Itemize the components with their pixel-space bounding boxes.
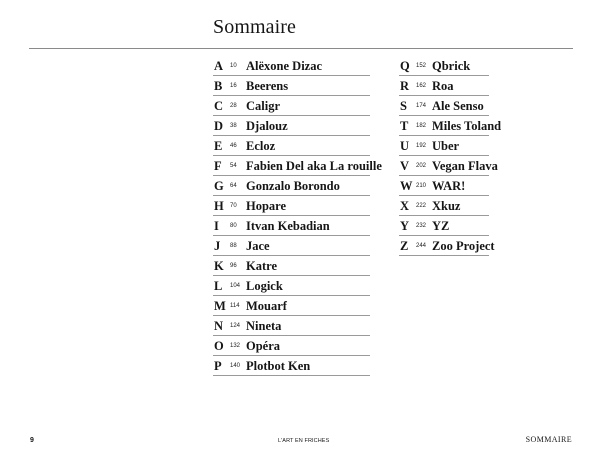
toc-entry-underline — [213, 115, 370, 116]
toc-page-number: 140 — [230, 363, 241, 369]
toc-artist-name: Vegan Flava — [432, 159, 498, 173]
footer-book-title: L'ART EN FRICHES — [278, 438, 330, 444]
toc-artist-name: Djalouz — [246, 119, 288, 133]
toc-letter: R — [400, 79, 410, 93]
toc-letter: N — [214, 319, 224, 333]
toc-letter: X — [400, 199, 410, 213]
toc-artist-name: Opéra — [246, 339, 281, 353]
toc-artist-name: Fabien Del aka La rouille — [246, 159, 382, 173]
toc-artist-name: Mouarf — [246, 299, 287, 313]
toc-page-number: 96 — [230, 263, 237, 269]
toc-entry-underline — [213, 255, 370, 256]
toc-letter: M — [214, 299, 226, 313]
toc-artist-name: Zoo Project — [432, 239, 495, 253]
toc-artist-name: Caligr — [246, 99, 281, 113]
toc-entry-underline — [399, 115, 489, 116]
toc-entry-underline — [213, 155, 370, 156]
toc-artist-name: Alëxone Dizac — [246, 59, 323, 73]
toc-artist-name: Xkuz — [432, 199, 461, 213]
toc-artist-name: Ecloz — [246, 139, 276, 153]
toc-letter: B — [214, 79, 223, 93]
toc-entry-underline — [399, 195, 489, 196]
toc-entry-underline — [399, 95, 489, 96]
toc-letter: V — [400, 159, 410, 173]
toc-page-number: 80 — [230, 223, 237, 229]
toc-artist-name: YZ — [432, 219, 450, 233]
header-divider — [29, 48, 573, 49]
toc-entry-underline — [399, 255, 489, 256]
toc-entry-underline — [213, 335, 370, 336]
toc-letter: Q — [400, 59, 410, 73]
toc-letter: C — [214, 99, 224, 113]
toc-entry-underline — [399, 135, 489, 136]
toc-letter: S — [400, 99, 407, 113]
toc-entry-underline — [399, 155, 489, 156]
toc-entry-underline — [213, 315, 370, 316]
toc-artist-name: Itvan Kebadian — [246, 219, 330, 233]
toc-letter: U — [400, 139, 410, 153]
toc-entry-underline — [399, 175, 489, 176]
toc-page-number: 182 — [416, 123, 427, 129]
toc-letter: H — [214, 199, 224, 213]
toc-page-number: 88 — [230, 243, 237, 249]
toc-letter: O — [214, 339, 224, 353]
toc-entry-underline — [399, 235, 489, 236]
toc-artist-name: Qbrick — [432, 59, 471, 73]
toc-entry-underline — [213, 235, 370, 236]
toc-page-number: 162 — [416, 83, 427, 89]
toc-page-number: 104 — [230, 283, 241, 289]
toc-page-number: 244 — [416, 243, 427, 249]
footer-section-name: SOMMAIRE — [525, 435, 572, 444]
toc-artist-name: Miles Toland — [432, 119, 502, 133]
toc-entry-underline — [213, 75, 370, 76]
toc-letter: P — [214, 359, 222, 373]
toc-letter: Z — [400, 239, 409, 253]
toc-page-number: 10 — [230, 63, 237, 69]
toc-page-number: 210 — [416, 183, 427, 189]
toc-entry-underline — [213, 295, 370, 296]
toc-artist-name: Nineta — [246, 319, 282, 333]
toc-page-number: 38 — [230, 123, 237, 129]
toc-page-number: 28 — [230, 103, 237, 109]
toc-letter: A — [214, 59, 224, 73]
toc-artist-name: Jace — [246, 239, 270, 253]
toc-letter: I — [214, 219, 219, 233]
toc-letter: E — [214, 139, 223, 153]
toc-page-number: 192 — [416, 143, 427, 149]
toc-entry-underline — [213, 275, 370, 276]
toc-letter: K — [214, 259, 224, 273]
footer-page-number: 9 — [30, 437, 34, 444]
toc-artist-name: Plotbot Ken — [246, 359, 311, 373]
toc-page-number: 54 — [230, 163, 237, 169]
toc-page-number: 152 — [416, 63, 427, 69]
toc-artist-name: Katre — [246, 259, 278, 273]
toc-entry-underline — [213, 175, 370, 176]
toc-letter: L — [214, 279, 223, 293]
toc-entry-underline — [213, 135, 370, 136]
toc-artist-name: WAR! — [432, 179, 466, 193]
toc-letter: D — [214, 119, 224, 133]
toc-page-number: 132 — [230, 343, 241, 349]
toc-entry-underline — [213, 195, 370, 196]
toc-page-number: 64 — [230, 183, 237, 189]
toc-entry-underline — [213, 215, 370, 216]
toc-page-number: 222 — [416, 203, 427, 209]
toc-letter: T — [400, 119, 409, 133]
toc-letter: J — [214, 239, 221, 253]
toc-entry-underline — [399, 75, 489, 76]
toc-letter: G — [214, 179, 224, 193]
toc-artist-name: Gonzalo Borondo — [246, 179, 340, 193]
toc-artist-name: Ale Senso — [432, 99, 484, 113]
toc-artist-name: Hopare — [246, 199, 287, 213]
toc-letter: W — [400, 179, 413, 193]
toc-letter: F — [214, 159, 222, 173]
toc-page-number: 114 — [230, 303, 240, 309]
toc-entry-underline — [213, 375, 370, 376]
toc-letter: Y — [400, 219, 410, 233]
toc-entry-underline — [213, 355, 370, 356]
toc-page-number: 174 — [416, 103, 427, 109]
toc-page-number: 46 — [230, 143, 237, 149]
toc-page-number: 16 — [230, 83, 237, 89]
toc-artist-name: Uber — [432, 139, 460, 153]
toc-artist-name: Logick — [246, 279, 283, 293]
toc-artist-name: Roa — [432, 79, 454, 93]
toc-entry-underline — [213, 95, 370, 96]
toc-page-number: 124 — [230, 323, 241, 329]
toc-page-number: 202 — [416, 163, 427, 169]
toc-page-number: 232 — [416, 223, 427, 229]
toc-artist-name: Beerens — [246, 79, 289, 93]
toc-page-number: 70 — [230, 203, 237, 209]
page-title: Sommaire — [213, 16, 297, 38]
toc-entry-underline — [399, 215, 489, 216]
